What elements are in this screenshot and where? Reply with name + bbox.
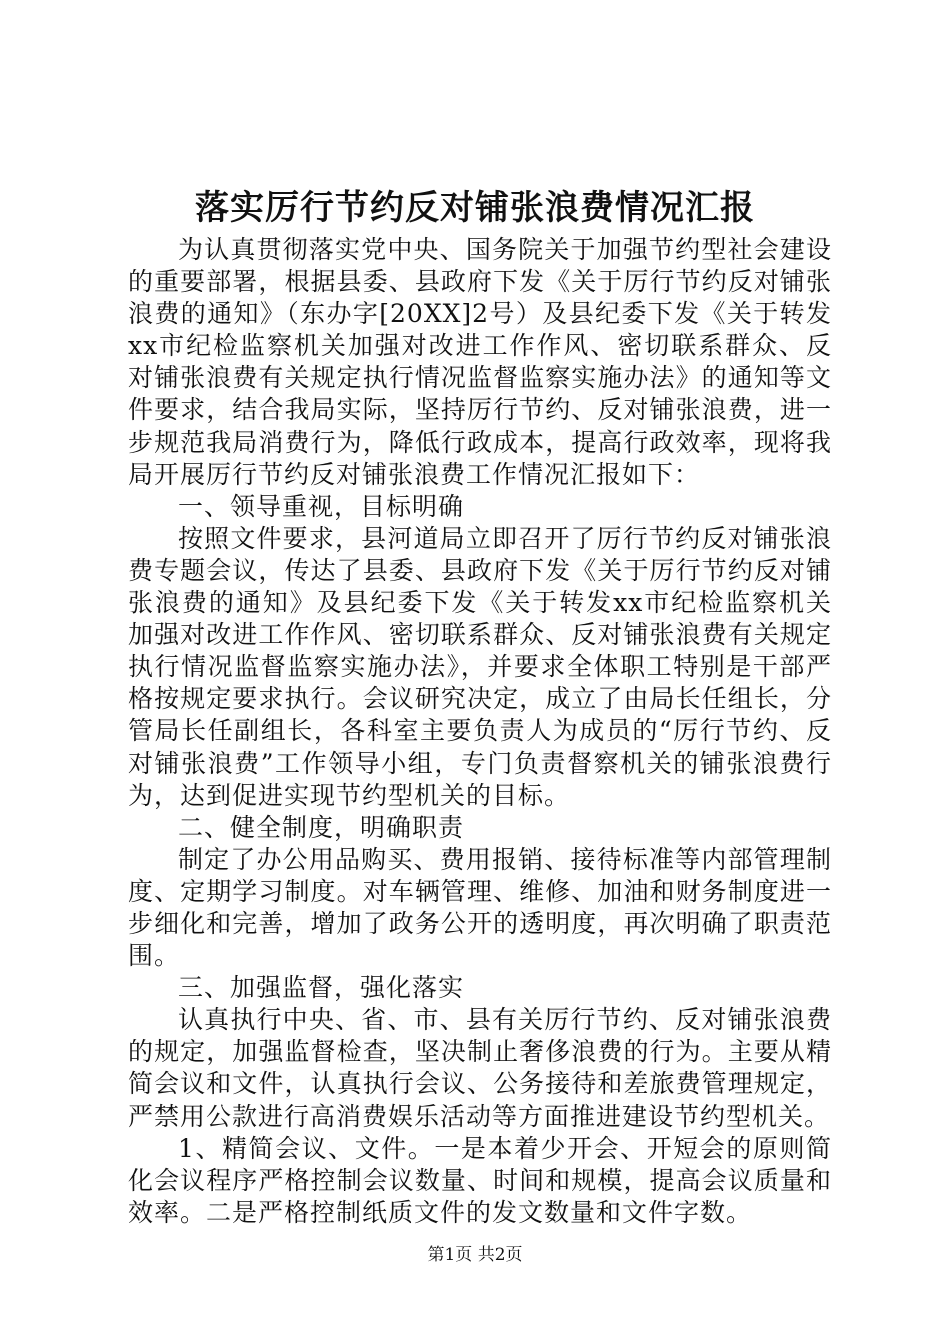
paragraph-section-3: 认真执行中央、省、市、县有关厉行节约、反对铺张浪费的规定，加强监督检查，坚决制止奢侈浪费的行为。主要从精简会议和文件，认真执行会议、公务接待和差旅费管理规定，严禁用公款进行高消费娱乐活动等方面推进建设节约型机关。 [128, 1005, 832, 1131]
section-heading-3: 三、加强监督，强化落实 [178, 973, 465, 1003]
document-body [128, 234, 832, 1229]
paragraph-section-1: 按照文件要求，县河道局立即召开了厉行节约反对铺张浪费专题会议，传达了县委、县政府下发《关于厉行节约反对铺张浪费的通知》及县纪委下发《关于转发xx市纪检监察机关加强对改进工作作风、密切联系群众、反对铺张浪费有关规定执行情况监督监察实施办法》，并要求全体职工特别是干部严格按规定要求执行。会议研究决定，成立了由局长任组长，分管局长任副组长，各科室主要负责人为成员的“厉行节约、反对铺张浪费”工作领导小组，专门负责督察机关的铺张浪费行为，达到促进实现节约型机关的目标。 [128, 523, 832, 810]
section-heading-1: 一、领导重视，目标明确 [178, 491, 465, 521]
page-number-footer: 第1页 共2页 [427, 1245, 523, 1265]
section-heading-2: 二、健全制度，明确职责 [178, 812, 465, 842]
paragraph-section-2: 制定了办公用品购买、费用报销、接待标准等内部管理制度、定期学习制度。对车辆管理、维修、加油和财务制度进一步细化和完善，增加了政务公开的透明度，再次明确了职责范围。 [128, 844, 832, 971]
paragraph-intro: 为认真贯彻落实党中央、国务院关于加强节约型社会建设的重要部署，根据县委、县政府下发《关于厉行节约反对铺张浪费的通知》（东办字[20XX]2号）及县纪委下发《关于转发xx市纪检监察机关加强对改进工作作风、密切联系群众、反对铺张浪费有关规定执行情况监督监察实施办法》的通知等文件要求，结合我局实际，坚持厉行节约、反对铺张浪费，进一步规范我局消费行为，降低行政成本，提高行政效率，现将我局开展厉行节约反对铺张浪费工作情况汇报如下： [128, 235, 832, 489]
document-title: 落实厉行节约反对铺张浪费情况汇报 [195, 188, 755, 228]
paragraph-item-1: 1、精简会议、文件。一是本着少开会、开短会的原则简化会议程序严格控制会议数量、时间和规模，提高会议质量和效率。二是严格控制纸质文件的发文数量和文件字数。 [128, 1133, 832, 1227]
